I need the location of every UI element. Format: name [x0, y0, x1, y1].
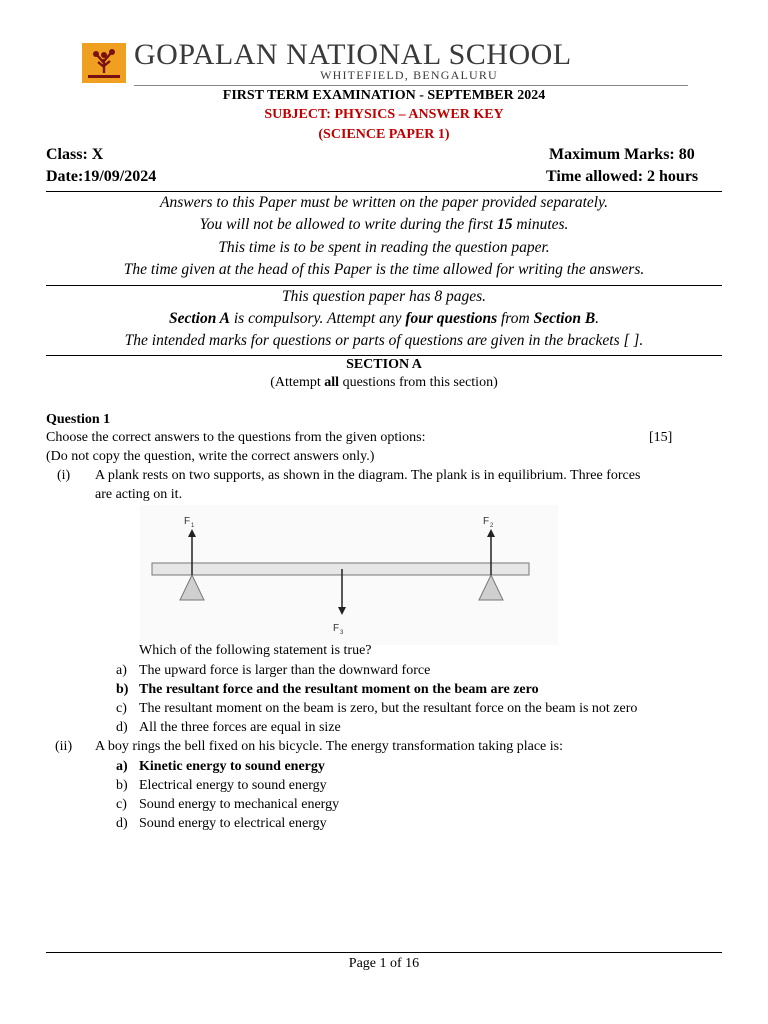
plank-diagram [140, 505, 558, 645]
option-letter: d) [116, 720, 128, 735]
part-text: are acting on it. [95, 487, 183, 502]
option-letter: a) [116, 663, 127, 678]
exam-date: Date:19/09/2024 [46, 168, 157, 185]
option-letter-correct: b) [116, 682, 129, 697]
option-letter: d) [116, 816, 128, 831]
instruction-line: You will not be allowed to write during the first 15 minutes. [199, 216, 569, 233]
instruction-line: The intended marks for questions or parts of questions are given in the brackets [ ]. [124, 332, 644, 349]
option-letter: c) [116, 797, 127, 812]
school-name: GOPALAN NATIONAL SCHOOL [134, 38, 572, 71]
part-prompt: Which of the following statement is true? [139, 643, 372, 658]
page-number: Page 1 of 16 [348, 956, 420, 971]
time-allowed: Time allowed: 2 hours [546, 168, 699, 185]
section-subtitle: (Attempt all questions from this section) [270, 375, 498, 390]
section-title: SECTION A [346, 357, 422, 372]
f2-subscript: 2 [490, 523, 494, 529]
option-letter-correct: a) [116, 759, 128, 774]
question-marks: [15] [649, 430, 673, 445]
f1-label: F [184, 516, 191, 527]
option-text: The resultant moment on the beam is zero, but the resultant force on the beam is not zero [139, 701, 638, 716]
instruction-line: Section A is compulsory. Attempt any four questions from Section B. [168, 310, 600, 327]
option-text-correct: Kinetic energy to sound energy [139, 759, 325, 774]
f3-subscript: 3 [340, 630, 344, 636]
option-text: Electrical energy to sound energy [139, 778, 327, 793]
option-text: Sound energy to mechanical energy [139, 797, 340, 812]
instruction-line: This question paper has 8 pages. [281, 288, 487, 305]
school-logo [82, 43, 126, 83]
header-divider [134, 85, 688, 86]
option-letter: c) [116, 701, 127, 716]
option-text: Sound energy to electrical energy [139, 816, 327, 831]
part-text: A boy rings the bell fixed on his bicycle. The energy transformation taking place is: [95, 739, 563, 754]
divider-top [46, 191, 722, 192]
divider-middle [46, 285, 722, 286]
f1-subscript: 1 [191, 523, 195, 529]
plank [152, 563, 529, 575]
tree-emblem-icon [82, 43, 126, 83]
school-location: WHITEFIELD, BENGALURU [320, 68, 498, 82]
option-text: All the three forces are equal in size [139, 720, 341, 735]
divider-bottom [46, 355, 722, 356]
max-marks: Maximum Marks: 80 [549, 146, 695, 163]
question-heading: Question 1 [46, 412, 111, 427]
option-text: The upward force is larger than the downward force [139, 663, 431, 678]
exam-title: FIRST TERM EXAMINATION - SEPTEMBER 2024 [222, 88, 546, 103]
plank-diagram-svg [140, 505, 558, 645]
instruction-line: Answers to this Paper must be written on the paper provided separately. [159, 194, 609, 211]
f2-label: F [483, 516, 490, 527]
question-instruction: Choose the correct answers to the questions from the given options: [46, 430, 426, 445]
paper-title: (SCIENCE PAPER 1) [318, 127, 450, 142]
footer-divider [46, 952, 722, 953]
option-text-correct: The resultant force and the resultant moment on the beam are zero [139, 682, 539, 697]
part-text: A plank rests on two supports, as shown in the diagram. The plank is in equilibrium. Three forces [95, 468, 641, 483]
class-label: Class: X [46, 146, 104, 163]
f3-label: F [333, 623, 340, 634]
option-letter: b) [116, 778, 128, 793]
instruction-line: This time is to be spent in reading the question paper. [218, 239, 550, 256]
part-number: (i) [57, 468, 71, 483]
subject-title: SUBJECT: PHYSICS – ANSWER KEY [264, 107, 504, 122]
instruction-line: The time given at the head of this Paper is the time allowed for writing the answers. [123, 261, 645, 278]
question-note: (Do not copy the question, write the correct answers only.) [46, 449, 375, 464]
part-number: (ii) [55, 739, 73, 754]
